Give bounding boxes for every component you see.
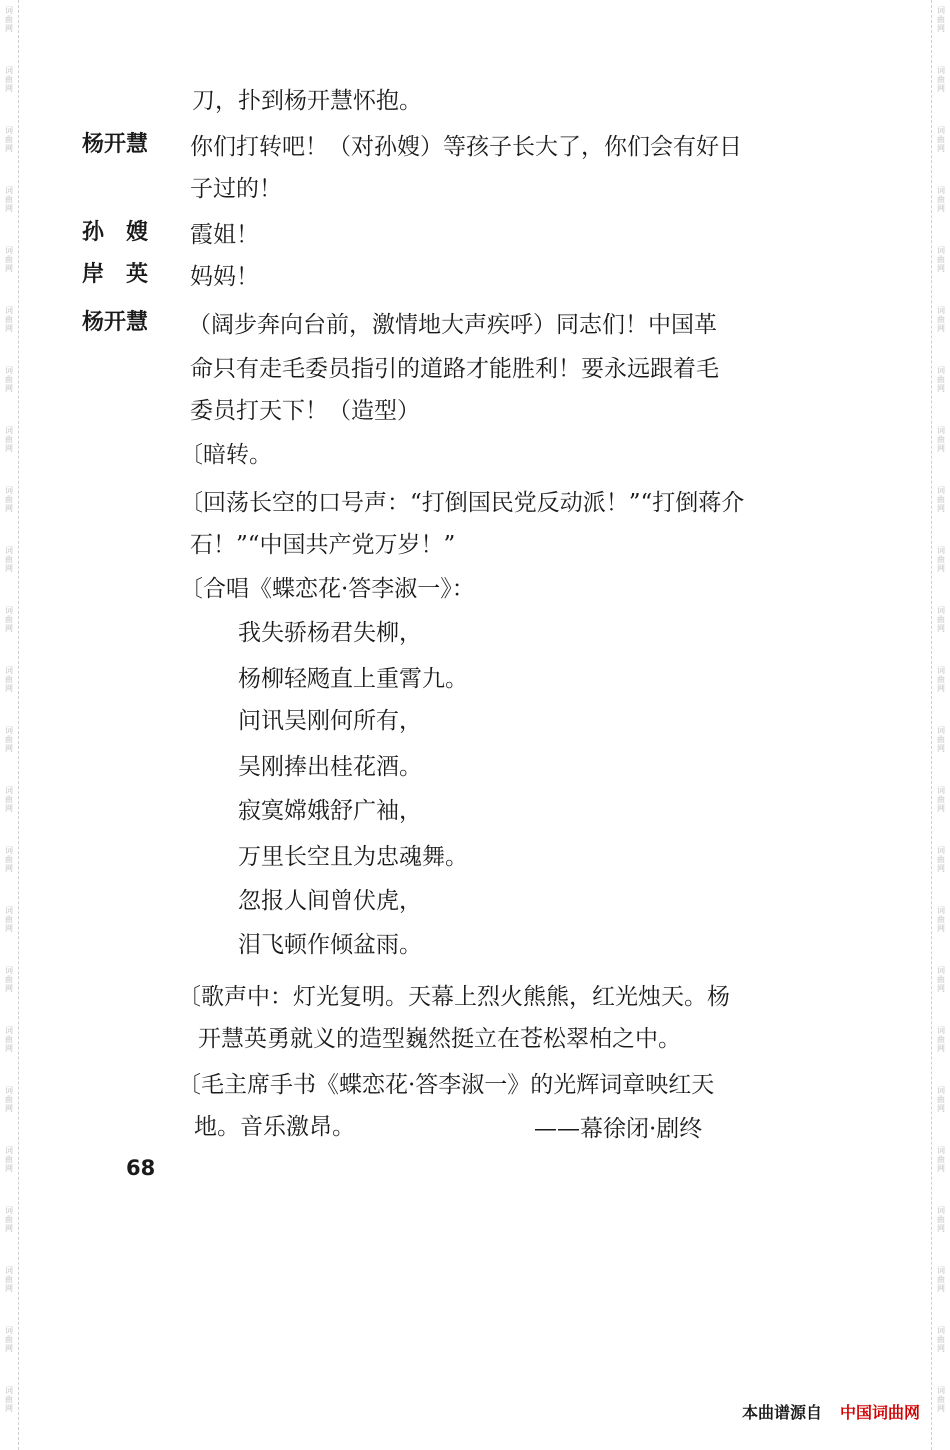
watermark-char: 曲 bbox=[937, 135, 945, 144]
watermark-mark bbox=[2, 1026, 16, 1053]
watermark-char: 词 bbox=[937, 6, 945, 15]
watermark-char: 词 bbox=[937, 126, 945, 135]
watermark-char: 词 bbox=[937, 966, 945, 975]
watermark-char: 曲 bbox=[5, 255, 13, 264]
watermark-char: 网 bbox=[937, 324, 945, 333]
watermark-char: 词 bbox=[937, 1266, 945, 1275]
watermark-char: 网 bbox=[5, 744, 13, 753]
watermark-char: 网 bbox=[937, 1224, 945, 1233]
watermark-mark bbox=[2, 606, 16, 633]
watermark-char: 网 bbox=[5, 1344, 13, 1353]
watermark-char: 词 bbox=[5, 426, 13, 435]
watermark-char: 曲 bbox=[5, 315, 13, 324]
watermark-char: 词 bbox=[5, 606, 13, 615]
watermark-char: 词 bbox=[5, 1326, 13, 1335]
watermark-mark bbox=[2, 906, 16, 933]
stage-direction: 〔回荡长空的口号声：“打倒国民党反动派！”“打倒蒋介 bbox=[180, 490, 745, 516]
watermark-char: 词 bbox=[937, 846, 945, 855]
watermark-char: 网 bbox=[937, 264, 945, 273]
watermark-mark bbox=[934, 1326, 948, 1353]
watermark-char: 曲 bbox=[5, 195, 13, 204]
watermark-char: 曲 bbox=[937, 435, 945, 444]
watermark-mark bbox=[934, 906, 948, 933]
watermark-char: 词 bbox=[937, 1206, 945, 1215]
watermark-mark bbox=[2, 966, 16, 993]
watermark-mark bbox=[2, 1326, 16, 1353]
watermark-char: 曲 bbox=[5, 675, 13, 684]
poem-verse: 泪飞顿作倾盆雨。 bbox=[238, 932, 422, 958]
watermark-char: 曲 bbox=[937, 375, 945, 384]
watermark-mark bbox=[934, 846, 948, 873]
poem-verse: 寂寞嫦娥舒广袖， bbox=[238, 798, 422, 824]
watermark-char: 网 bbox=[5, 564, 13, 573]
watermark-char: 曲 bbox=[5, 915, 13, 924]
watermark-char: 词 bbox=[5, 786, 13, 795]
watermark-char: 曲 bbox=[5, 495, 13, 504]
watermark-char: 词 bbox=[937, 726, 945, 735]
watermark-char: 曲 bbox=[937, 555, 945, 564]
watermark-char: 网 bbox=[937, 1404, 945, 1413]
watermark-char: 曲 bbox=[5, 735, 13, 744]
watermark-char: 词 bbox=[937, 186, 945, 195]
watermark-char: 网 bbox=[937, 1284, 945, 1293]
watermark-char: 词 bbox=[5, 666, 13, 675]
poem-verse: 杨柳轻飏直上重霄九。 bbox=[238, 666, 468, 692]
watermark-char: 曲 bbox=[5, 15, 13, 24]
watermark-char: 网 bbox=[5, 1404, 13, 1413]
watermark-char: 网 bbox=[937, 204, 945, 213]
watermark-char: 词 bbox=[5, 726, 13, 735]
watermark-mark bbox=[934, 1266, 948, 1293]
watermark-char: 词 bbox=[5, 486, 13, 495]
watermark-char: 网 bbox=[5, 924, 13, 933]
watermark-char: 网 bbox=[937, 24, 945, 33]
watermark-mark bbox=[2, 306, 16, 333]
watermark-char: 曲 bbox=[5, 1335, 13, 1344]
watermark-char: 网 bbox=[937, 504, 945, 513]
watermark-char: 曲 bbox=[5, 855, 13, 864]
watermark-char: 词 bbox=[5, 1206, 13, 1215]
watermark-mark bbox=[934, 6, 948, 33]
watermark-char: 网 bbox=[5, 264, 13, 273]
watermark-mark bbox=[2, 546, 16, 573]
watermark-char: 曲 bbox=[937, 255, 945, 264]
script-line: 霞姐！ bbox=[190, 222, 259, 248]
watermark-mark bbox=[2, 846, 16, 873]
watermark-char: 曲 bbox=[5, 135, 13, 144]
watermark-char: 曲 bbox=[937, 975, 945, 984]
watermark-mark bbox=[2, 246, 16, 273]
watermark-mark bbox=[2, 486, 16, 513]
left-watermark-strip bbox=[0, 0, 19, 1450]
watermark-mark bbox=[934, 1386, 948, 1413]
stage-direction: 开慧英勇就义的造型巍然挺立在苍松翠柏之中。 bbox=[198, 1026, 681, 1052]
watermark-char: 曲 bbox=[5, 75, 13, 84]
watermark-char: 词 bbox=[937, 66, 945, 75]
watermark-char: 词 bbox=[5, 1266, 13, 1275]
watermark-char: 曲 bbox=[5, 615, 13, 624]
watermark-char: 网 bbox=[5, 1224, 13, 1233]
watermark-mark bbox=[934, 546, 948, 573]
watermark-char: 网 bbox=[5, 204, 13, 213]
script-line: 刀，扑到杨开慧怀抱。 bbox=[192, 88, 422, 114]
watermark-char: 词 bbox=[937, 606, 945, 615]
watermark-char: 词 bbox=[5, 306, 13, 315]
watermark-mark bbox=[934, 366, 948, 393]
watermark-mark bbox=[934, 966, 948, 993]
watermark-char: 曲 bbox=[5, 1215, 13, 1224]
watermark-char: 网 bbox=[937, 1104, 945, 1113]
watermark-char: 网 bbox=[5, 1164, 13, 1173]
speaker-label: 岸 英 bbox=[82, 262, 149, 287]
watermark-char: 网 bbox=[5, 324, 13, 333]
watermark-mark bbox=[934, 126, 948, 153]
watermark-char: 词 bbox=[5, 846, 13, 855]
watermark-char: 词 bbox=[5, 186, 13, 195]
speaker-label: 杨开慧 bbox=[82, 310, 149, 335]
watermark-char: 词 bbox=[5, 1026, 13, 1035]
watermark-char: 词 bbox=[5, 1386, 13, 1395]
stage-direction: 〔合唱《蝶恋花·答李淑一》： bbox=[180, 576, 475, 602]
watermark-char: 曲 bbox=[937, 1155, 945, 1164]
watermark-mark bbox=[2, 426, 16, 453]
watermark-char: 网 bbox=[937, 924, 945, 933]
poem-verse: 我失骄杨君失柳， bbox=[238, 620, 422, 646]
script-line: 命只有走毛委员指引的道路才能胜利！要永远跟着毛 bbox=[190, 356, 719, 382]
watermark-char: 曲 bbox=[937, 195, 945, 204]
watermark-char: 词 bbox=[5, 126, 13, 135]
watermark-char: 词 bbox=[937, 786, 945, 795]
watermark-char: 网 bbox=[937, 564, 945, 573]
watermark-char: 词 bbox=[5, 1146, 13, 1155]
watermark-char: 曲 bbox=[937, 915, 945, 924]
stage-direction: 〔暗转。 bbox=[180, 442, 272, 468]
watermark-mark bbox=[2, 66, 16, 93]
watermark-mark bbox=[2, 1146, 16, 1173]
watermark-char: 词 bbox=[937, 906, 945, 915]
watermark-char: 网 bbox=[5, 864, 13, 873]
watermark-char: 曲 bbox=[937, 15, 945, 24]
watermark-char: 曲 bbox=[5, 1395, 13, 1404]
watermark-mark bbox=[2, 726, 16, 753]
watermark-char: 词 bbox=[5, 906, 13, 915]
watermark-char: 网 bbox=[937, 1344, 945, 1353]
watermark-char: 曲 bbox=[937, 75, 945, 84]
watermark-char: 词 bbox=[937, 1326, 945, 1335]
watermark-char: 曲 bbox=[937, 1335, 945, 1344]
page-number: 68 bbox=[126, 1156, 156, 1180]
watermark-mark bbox=[2, 126, 16, 153]
watermark-char: 网 bbox=[5, 1284, 13, 1293]
stage-direction: 〔毛主席手书《蝶恋花·答李淑一》的光辉词章映红天 bbox=[178, 1072, 715, 1098]
script-line: 子过的！ bbox=[190, 176, 282, 202]
watermark-char: 曲 bbox=[5, 975, 13, 984]
script-line: 你们打转吧！（对孙嫂）等孩子长大了，你们会有好日 bbox=[190, 134, 742, 160]
watermark-char: 词 bbox=[937, 1026, 945, 1035]
watermark-char: 词 bbox=[937, 546, 945, 555]
watermark-char: 网 bbox=[937, 744, 945, 753]
watermark-char: 词 bbox=[937, 366, 945, 375]
script-line: 委员打天下！（造型） bbox=[190, 398, 420, 424]
watermark-char: 曲 bbox=[937, 495, 945, 504]
watermark-char: 曲 bbox=[5, 555, 13, 564]
watermark-char: 词 bbox=[937, 246, 945, 255]
watermark-char: 词 bbox=[937, 426, 945, 435]
watermark-char: 网 bbox=[937, 804, 945, 813]
right-watermark-strip bbox=[931, 0, 950, 1450]
watermark-char: 曲 bbox=[937, 315, 945, 324]
watermark-char: 网 bbox=[5, 984, 13, 993]
watermark-mark bbox=[934, 486, 948, 513]
watermark-mark bbox=[934, 726, 948, 753]
watermark-char: 网 bbox=[5, 444, 13, 453]
watermark-mark bbox=[934, 66, 948, 93]
watermark-char: 曲 bbox=[5, 375, 13, 384]
stage-direction: 石！”“中国共产党万岁！” bbox=[190, 532, 456, 558]
watermark-mark bbox=[2, 366, 16, 393]
watermark-char: 曲 bbox=[937, 1035, 945, 1044]
watermark-mark bbox=[2, 786, 16, 813]
watermark-char: 曲 bbox=[5, 1035, 13, 1044]
footer-site-name: 中国词曲网 bbox=[839, 1403, 920, 1422]
script-line: 妈妈！ bbox=[190, 264, 259, 290]
watermark-char: 网 bbox=[937, 1164, 945, 1173]
watermark-char: 网 bbox=[937, 384, 945, 393]
watermark-char: 词 bbox=[5, 546, 13, 555]
watermark-mark bbox=[934, 306, 948, 333]
watermark-mark bbox=[934, 1146, 948, 1173]
watermark-char: 网 bbox=[5, 384, 13, 393]
watermark-char: 曲 bbox=[5, 1095, 13, 1104]
watermark-char: 词 bbox=[937, 1146, 945, 1155]
watermark-char: 网 bbox=[937, 444, 945, 453]
watermark-char: 词 bbox=[937, 486, 945, 495]
watermark-char: 词 bbox=[937, 306, 945, 315]
watermark-char: 网 bbox=[937, 144, 945, 153]
watermark-char: 网 bbox=[5, 804, 13, 813]
watermark-char: 曲 bbox=[5, 1275, 13, 1284]
watermark-char: 网 bbox=[5, 1104, 13, 1113]
curtain-end: ——幕徐闭·剧终 bbox=[534, 1116, 703, 1142]
watermark-char: 词 bbox=[937, 1386, 945, 1395]
watermark-char: 曲 bbox=[937, 1095, 945, 1104]
stage-direction: 地。音乐激昂。 bbox=[194, 1114, 355, 1140]
watermark-char: 曲 bbox=[5, 795, 13, 804]
watermark-char: 网 bbox=[5, 684, 13, 693]
watermark-char: 曲 bbox=[5, 435, 13, 444]
watermark-char: 网 bbox=[5, 1044, 13, 1053]
watermark-char: 词 bbox=[5, 246, 13, 255]
watermark-char: 网 bbox=[937, 864, 945, 873]
source-footer bbox=[742, 1400, 920, 1423]
stage-direction: 〔歌声中：灯光复明。天幕上烈火熊熊，红光烛天。杨 bbox=[178, 984, 730, 1010]
watermark-char: 词 bbox=[5, 66, 13, 75]
watermark-char: 曲 bbox=[937, 795, 945, 804]
speaker-label: 孙 嫂 bbox=[82, 220, 149, 245]
watermark-mark bbox=[2, 666, 16, 693]
speaker-label: 杨开慧 bbox=[82, 132, 149, 157]
watermark-char: 曲 bbox=[937, 855, 945, 864]
watermark-mark bbox=[2, 1266, 16, 1293]
watermark-char: 网 bbox=[937, 84, 945, 93]
watermark-mark bbox=[934, 186, 948, 213]
footer-prefix: 本曲谱源自 bbox=[741, 1403, 822, 1422]
watermark-char: 曲 bbox=[937, 1275, 945, 1284]
watermark-char: 词 bbox=[937, 1086, 945, 1095]
watermark-char: 词 bbox=[5, 6, 13, 15]
watermark-char: 曲 bbox=[937, 1395, 945, 1404]
watermark-char: 词 bbox=[5, 966, 13, 975]
watermark-char: 词 bbox=[5, 366, 13, 375]
poem-verse: 忽报人间曾伏虎， bbox=[238, 888, 422, 914]
watermark-mark bbox=[934, 1026, 948, 1053]
watermark-char: 网 bbox=[5, 144, 13, 153]
watermark-mark bbox=[934, 246, 948, 273]
watermark-char: 曲 bbox=[937, 735, 945, 744]
poem-verse: 万里长空且为忠魂舞。 bbox=[238, 844, 468, 870]
poem-verse: 吴刚捧出桂花酒。 bbox=[238, 754, 422, 780]
watermark-char: 网 bbox=[937, 1044, 945, 1053]
watermark-char: 曲 bbox=[937, 675, 945, 684]
watermark-mark bbox=[934, 786, 948, 813]
watermark-char: 曲 bbox=[937, 615, 945, 624]
watermark-mark bbox=[934, 1206, 948, 1233]
watermark-char: 网 bbox=[937, 684, 945, 693]
watermark-char: 曲 bbox=[5, 1155, 13, 1164]
watermark-mark bbox=[2, 1386, 16, 1413]
watermark-mark bbox=[934, 426, 948, 453]
watermark-char: 网 bbox=[937, 984, 945, 993]
poem-verse: 问讯吴刚何所有， bbox=[238, 708, 422, 734]
watermark-char: 网 bbox=[5, 504, 13, 513]
watermark-char: 网 bbox=[5, 84, 13, 93]
watermark-mark bbox=[2, 1086, 16, 1113]
watermark-mark bbox=[2, 1206, 16, 1233]
script-line: （阔步奔向台前，激情地大声疾呼）同志们！中国革 bbox=[188, 312, 717, 338]
watermark-mark bbox=[2, 186, 16, 213]
watermark-char: 词 bbox=[5, 1086, 13, 1095]
watermark-char: 网 bbox=[937, 624, 945, 633]
watermark-char: 网 bbox=[5, 24, 13, 33]
watermark-char: 网 bbox=[5, 624, 13, 633]
watermark-mark bbox=[934, 666, 948, 693]
watermark-mark bbox=[934, 606, 948, 633]
watermark-mark bbox=[2, 6, 16, 33]
watermark-char: 曲 bbox=[937, 1215, 945, 1224]
watermark-char: 词 bbox=[937, 666, 945, 675]
watermark-mark bbox=[934, 1086, 948, 1113]
